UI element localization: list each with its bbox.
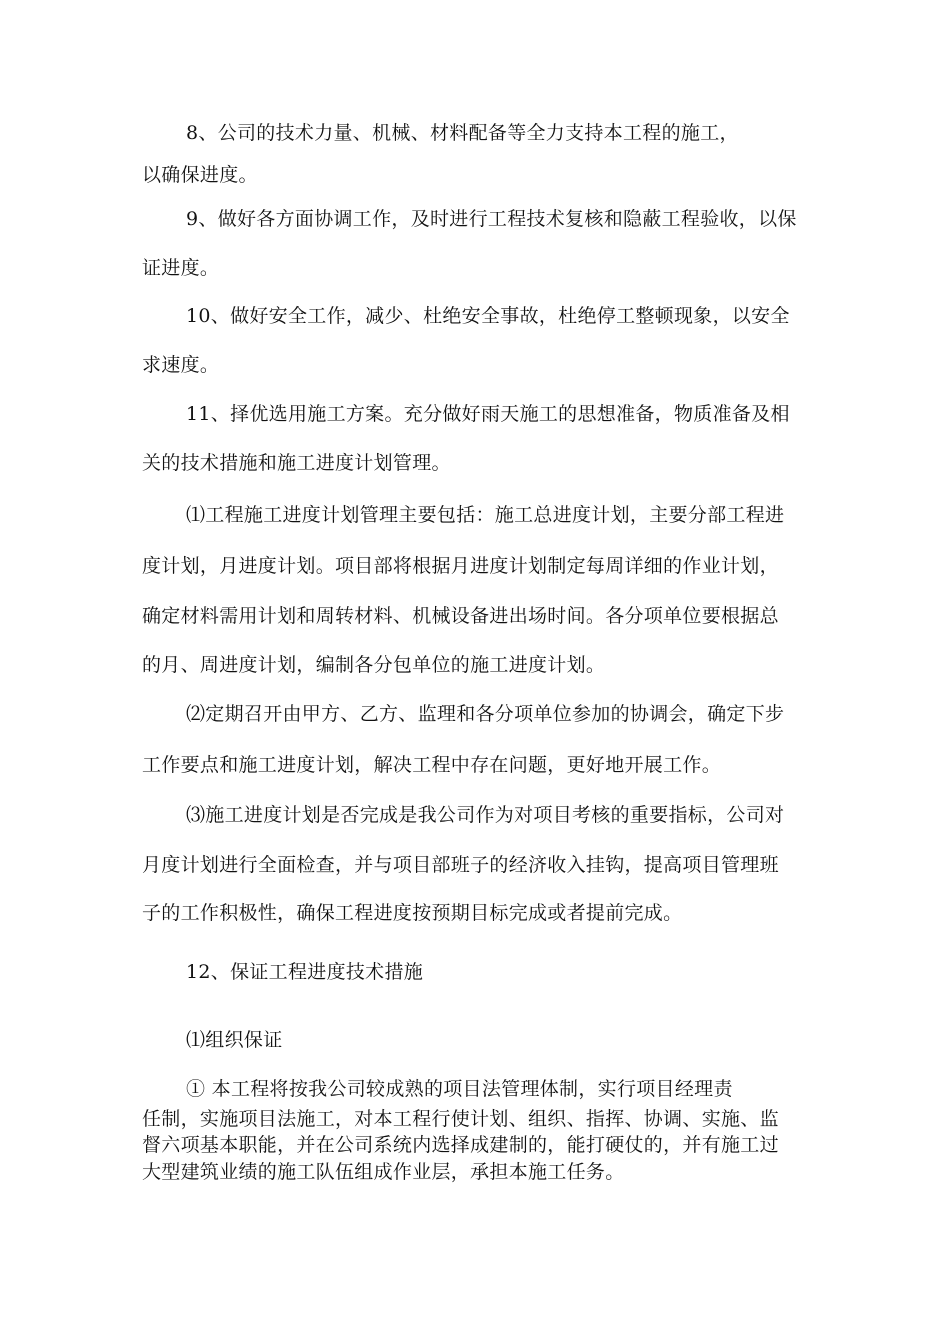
text-line: 的月、周进度计划，编制各分包单位的施工进度计划。 [142,654,606,676]
text-line: 任制，实施项目法施工，对本工程行使计划、组织、指挥、协调、实施、监 [142,1108,779,1130]
text-line: 证进度。 [142,257,220,279]
text-line: 求速度。 [142,354,220,376]
text-line: 10、做好安全工作，减少、杜绝安全事故，杜绝停工整顿现象，以安全 [186,305,790,327]
text-line: 关的技术措施和施工进度计划管理。 [142,452,451,474]
text-line: 度计划，月进度计划。项目部将根据月进度计划制定每周详细的作业计划， [142,555,779,577]
subsection-heading: ⑴组织保证 [186,1029,283,1051]
text-line: 8、公司的技术力量、机械、材料配备等全力支持本工程的施工， [186,122,739,144]
text-line: 11、择优选用施工方案。充分做好雨天施工的思想准备，物质准备及相 [186,403,790,425]
text-line: ⑶施工进度计划是否完成是我公司作为对项目考核的重要指标，公司对 [186,804,785,826]
text-line: 大型建筑业绩的施工队伍组成作业层，承担本施工任务。 [142,1161,625,1183]
text-line: 月度计划进行全面检查，并与项目部班子的经济收入挂钩，提高项目管理班 [142,854,779,876]
text-line: 以确保进度。 [142,164,258,186]
text-line: 9、做好各方面协调工作，及时进行工程技术复核和隐蔽工程验收，以保 [186,208,797,230]
text-line: ① 本工程将按我公司较成熟的项目法管理体制，实行项目经理责 [186,1078,733,1100]
text-line: 子的工作积极性，确保工程进度按预期目标完成或者提前完成。 [142,902,683,924]
text-line: 工作要点和施工进度计划，解决工程中存在问题，更好地开展工作。 [142,754,722,776]
section-heading: 12、保证工程进度技术措施 [186,961,424,983]
text-line: 督六项基本职能，并在公司系统内选择成建制的，能打硬仗的，并有施工过 [142,1134,779,1156]
text-line: ⑴工程施工进度计划管理主要包括：施工总进度计划，主要分部工程进 [186,504,785,526]
text-line: 确定材料需用计划和周转材料、机械设备进出场时间。各分项单位要根据总 [142,605,779,627]
text-line: ⑵定期召开由甲方、乙方、监理和各分项单位参加的协调会，确定下步 [186,703,785,725]
